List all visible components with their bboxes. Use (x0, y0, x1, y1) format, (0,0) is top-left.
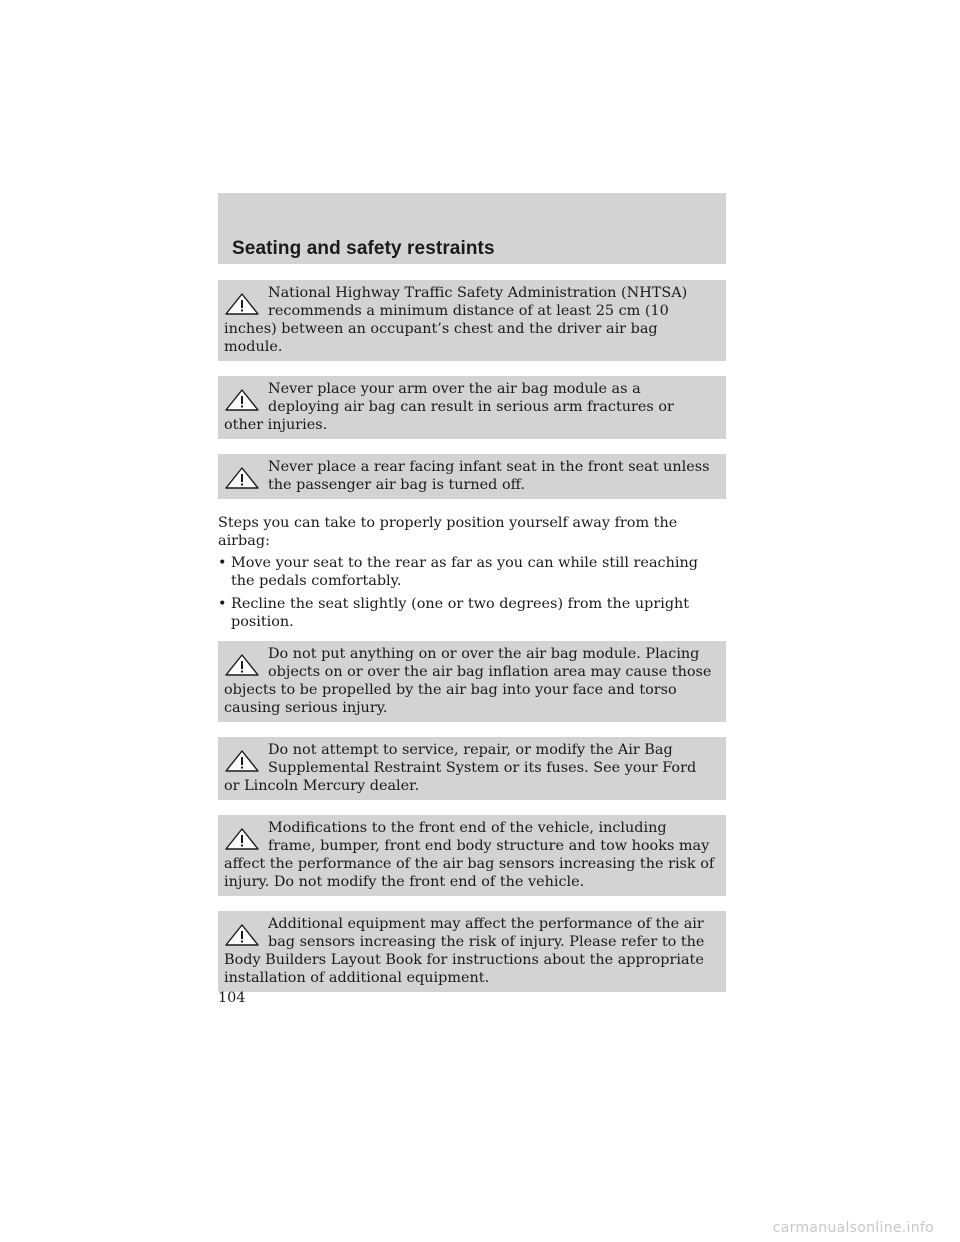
bullet-dot: • (218, 596, 227, 612)
warning-text: Never place a rear facing infant seat in the front seat unless the passenger air bag is turned off. (268, 459, 710, 493)
warning-box-objects-on-module (218, 641, 726, 722)
warning-text: National Highway Traffic Safety Administration (NHTSA) recommends a minimum distance of at least 25 cm (10 inches) between an occupant’s chest and the driver air bag module. (224, 285, 688, 355)
warning-text: Do not attempt to service, repair, or modify the Air Bag Supplemental Restraint System or its fuses. See your Ford or Lincoln Mercury dealer. (224, 742, 697, 794)
warning-box-additional-equipment (218, 911, 726, 992)
warning-triangle-icon (224, 292, 260, 316)
warning-text: Additional equipment may affect the performance of the air bag sensors increasing the risk of injury. Please refer to the Body Builders Layout Book for instructions about the appropriate installation of additional equipment. (224, 916, 705, 986)
warning-triangle-icon (224, 653, 260, 677)
warning-triangle-icon (224, 923, 260, 947)
steps-intro: Steps you can take to properly position yourself away from the airbag: (218, 515, 678, 549)
warning-triangle-icon (224, 749, 260, 773)
warning-triangle-icon (224, 388, 260, 412)
bullet-dot: • (218, 555, 227, 571)
warning-triangle-icon (224, 466, 260, 490)
page-number: 104 (218, 990, 246, 1006)
list-item-text: Move your seat to the rear as far as you can while still reaching the pedals comfortably. (231, 555, 698, 589)
warning-box-arm-placement (218, 376, 726, 439)
warning-triangle-icon (224, 827, 260, 851)
warning-box-front-end-modifications (218, 815, 726, 896)
list-item (218, 554, 726, 590)
watermark: carmanualsonline.info (772, 1220, 934, 1236)
page-content (218, 280, 726, 1007)
steps-list (218, 554, 726, 631)
warning-box-infant-seat (218, 454, 726, 499)
warning-box-nhtsa-distance (218, 280, 726, 361)
list-item (218, 595, 726, 631)
warning-text: Never place your arm over the air bag module as a deploying air bag can result in serious arm fractures or other injuries. (224, 381, 674, 433)
warning-text: Do not put anything on or over the air bag module. Placing objects on or over the air bag inflation area may cause those objects to be propelled by the air bag into your face and torso causing serious injury. (224, 646, 712, 716)
section-header (218, 193, 726, 264)
list-item-text: Recline the seat slightly (one or two degrees) from the upright position. (231, 596, 690, 630)
section-title: Seating and safety restraints (232, 238, 495, 259)
warning-box-service-repair (218, 737, 726, 800)
warning-text: Modifications to the front end of the vehicle, including frame, bumper, front end body structure and tow hooks may affect the performance of the air bag sensors increasing the risk of injury. Do not modify the front end of the vehicle. (224, 820, 715, 890)
